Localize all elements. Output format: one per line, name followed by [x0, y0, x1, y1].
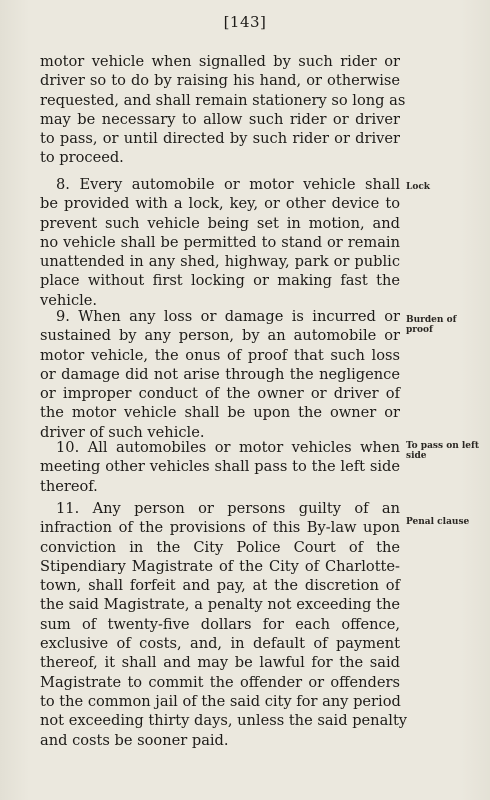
text-line: motor vehicle, the onus of proof that such loss: [40, 346, 400, 364]
text-line: town, shall forfeit and pay, at the discretion of: [40, 577, 400, 595]
text-line: 11. Any person or persons guilty of an: [56, 500, 400, 517]
text-line: or improper conduct of the owner or driver of: [40, 385, 400, 403]
paragraph-section-11: [40, 499, 408, 750]
text-line: unattended in any shed, highway, park or public: [40, 253, 400, 271]
text-line: the motor vehicle shall be upon the owner or: [40, 404, 400, 422]
margin-note-penal-clause: Penal clause: [406, 517, 470, 527]
text-line: infraction of the provisions of this By-law upon: [40, 519, 400, 537]
text-line: driver of such vehicle.: [40, 423, 205, 441]
page-number: [143]: [223, 13, 267, 31]
text-line: may be necessary to allow such rider or driver: [40, 110, 400, 128]
paragraph-section-8: [40, 175, 400, 310]
text-line: to proceed.: [40, 149, 124, 167]
text-line: driver so to do by raising his hand, or otherwise: [40, 72, 400, 90]
text-line: 8. Every automobile or motor vehicle shall: [56, 176, 400, 193]
text-line: Magistrate to commit the offender or offenders: [40, 673, 400, 691]
text-line: thereof.: [40, 477, 98, 495]
text-line: thereof, it shall and may be lawful for the said: [40, 654, 400, 672]
text-line: Stipendiary Magistrate of the City of Charlotte-: [40, 557, 400, 575]
paragraph-continuation: [40, 52, 406, 168]
paragraph-section-9: [40, 307, 400, 442]
text-line: prevent such vehicle being set in motion, and: [40, 214, 400, 232]
margin-note-line: side: [406, 451, 427, 461]
margin-note-pass-left: [406, 441, 488, 461]
text-line: and costs be sooner paid.: [40, 731, 229, 749]
paragraph-section-10: [40, 438, 400, 496]
text-line: no vehicle shall be permitted to stand or remain: [40, 233, 400, 251]
text-line: motor vehicle when signalled by such rider or: [40, 53, 400, 70]
margin-note-line: proof: [406, 325, 433, 335]
text-line: to the common jail of the said city for any period: [40, 692, 401, 710]
margin-note-line: To pass on left: [406, 441, 480, 451]
text-line: requested, and shall remain stationery so long as: [40, 91, 406, 109]
text-line: vehicle.: [40, 291, 98, 309]
text-line: the said Magistrate, a penalty not exceeding the: [40, 596, 400, 614]
text-line: sum of twenty-five dollars for each offence,: [40, 615, 400, 633]
text-line: be provided with a lock, key, or other device to: [40, 195, 400, 213]
text-line: sustained by any person, by an automobile or: [40, 327, 400, 345]
text-line: place without first locking or making fast the: [40, 272, 400, 290]
margin-note-burden-of-proof: [406, 315, 488, 335]
text-line: meeting other vehicles shall pass to the left side: [40, 458, 400, 476]
text-line: to pass, or until directed by such rider or driver: [40, 130, 400, 148]
text-line: not exceeding thirty days, unless the said penalty: [40, 712, 408, 730]
margin-note-line: Burden of: [406, 315, 457, 325]
text-line: 9. When any loss or damage is incurred or: [56, 308, 400, 325]
text-line: or damage did not arise through the negligence: [40, 365, 400, 383]
margin-note-lock: Lock: [406, 182, 431, 192]
text-line: 10. All automobiles or motor vehicles when: [56, 439, 400, 456]
text-line: exclusive of costs, and, in default of payment: [40, 635, 400, 653]
text-line: conviction in the City Police Court of the: [40, 538, 400, 556]
